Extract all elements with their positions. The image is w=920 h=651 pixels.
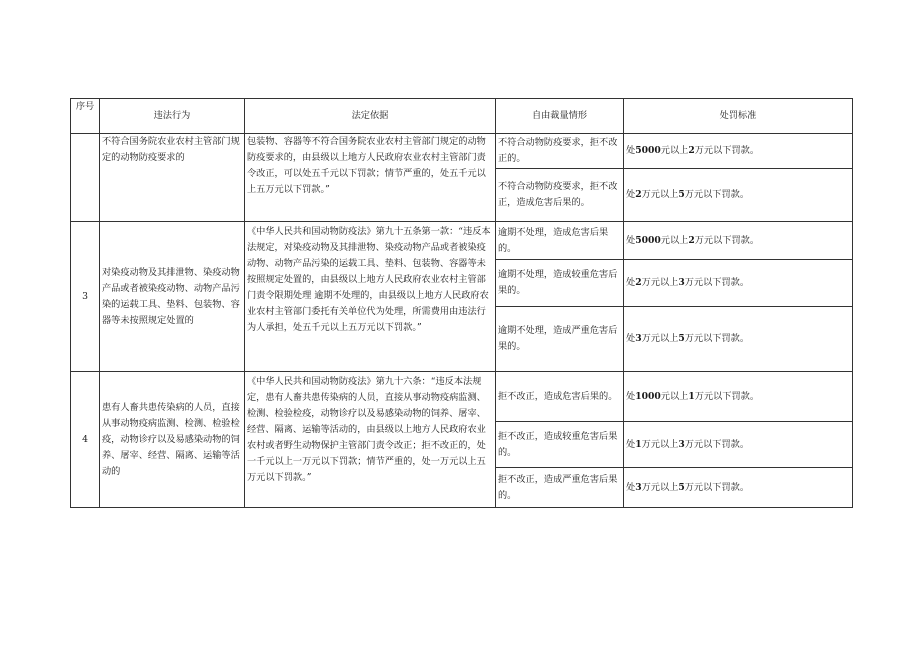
discretion-cell: 逾期不处理，造成严重危害后果的。 bbox=[496, 307, 624, 372]
header-penalty: 处罚标准 bbox=[624, 99, 853, 134]
basis-cell: 《中华人民共和国动物防疫法》第九十六条：“违反本法规定，患有人畜共患传染病的人员，直接从事动物疫病监测、检测、检验检疫，动物诊疗以及易感染动物的饲养、屠宰、经营、隔离、运输等活动的，由县级以上地方人民政府农业农村或者野生动物保护主管部门责令改正；拒不改正的，处一千元以上一万元以下罚款；情节严重的，处一万元以上五万元以下罚款。” bbox=[245, 372, 496, 508]
discretion-cell: 拒不改正，造成较重危害后果的。 bbox=[496, 422, 624, 468]
penalty-cell: 处3万元以上5万元以下罚款。 bbox=[624, 307, 853, 372]
seq-cell: 3 bbox=[71, 222, 100, 372]
header-row bbox=[71, 99, 853, 134]
basis-cell: 《中华人民共和国动物防疫法》第九十五条第一款：“违反本法规定，对染疫动物及其排泄物、染疫动物产品或者被染疫动物、动物产品污染的运载工具、垫料、包装物、容器等未按照规定处置的，由县级以上地方人民政府农业农村主管部门责令限期处理 逾期不处理的，由县级以上地方人民政府农业农村主管部门委托有关单位代为处理，所需费用由违法行为人承担，处五千元以上五万元以下罚款。” bbox=[245, 222, 496, 372]
violation-cell: 对染疫动物及其排泄物、染疫动物产品或者被染疫动物、动物产品污染的运载工具、垫料、包装物、容器等未按照规定处置的 bbox=[100, 222, 245, 372]
violation-cell: 患有人畜共患传染病的人员，直接从事动物疫病监测、检测、检验检疫，动物诊疗以及易感染动物的饲养、屠宰、经营、隔离、运输等活动的 bbox=[100, 372, 245, 508]
header-violation: 违法行为 bbox=[100, 99, 245, 134]
discretion-cell: 拒不改正，造成严重危害后果的。 bbox=[496, 468, 624, 508]
penalty-cell: 处3万元以上5万元以下罚款。 bbox=[624, 468, 853, 508]
seq-cell bbox=[71, 134, 100, 222]
penalty-cell: 处5000元以上2万元以下罚款。 bbox=[624, 134, 853, 169]
header-seq: 序号 bbox=[71, 99, 100, 134]
table-row bbox=[71, 134, 853, 169]
penalty-cell: 处2万元以上3万元以下罚款。 bbox=[624, 260, 853, 307]
header-discretion: 自由裁量情形 bbox=[496, 99, 624, 134]
violation-cell: 不符合国务院农业农村主管部门规定的动物防疫要求的 bbox=[100, 134, 245, 222]
discretion-cell: 逾期不处理，造成较重危害后果的。 bbox=[496, 260, 624, 307]
penalty-standards-table bbox=[70, 98, 853, 508]
penalty-cell: 处2万元以上5万元以下罚款。 bbox=[624, 169, 853, 222]
discretion-cell: 拒不改正，造成危害后果的。 bbox=[496, 372, 624, 422]
header-basis: 法定依据 bbox=[245, 99, 496, 134]
discretion-cell: 逾期不处理，造成危害后果的。 bbox=[496, 222, 624, 260]
penalty-cell: 处1000元以上1万元以下罚款。 bbox=[624, 372, 853, 422]
discretion-cell: 不符合动物防疫要求，拒不改正的。 bbox=[496, 134, 624, 169]
table-row bbox=[71, 372, 853, 422]
penalty-cell: 处5000元以上2万元以下罚款。 bbox=[624, 222, 853, 260]
basis-cell: 包装物、容器等不符合国务院农业农村主管部门规定的动物防疫要求的，由县级以上地方人民政府农业农村主管部门责令改正，可以处五千元以下罚款；情节严重的，处五千元以上五万元以下罚款。” bbox=[245, 134, 496, 222]
discretion-cell: 不符合动物防疫要求，拒不改正，造成危害后果的。 bbox=[496, 169, 624, 222]
table-row bbox=[71, 222, 853, 260]
penalty-cell: 处1万元以上3万元以下罚款。 bbox=[624, 422, 853, 468]
seq-cell: 4 bbox=[71, 372, 100, 508]
